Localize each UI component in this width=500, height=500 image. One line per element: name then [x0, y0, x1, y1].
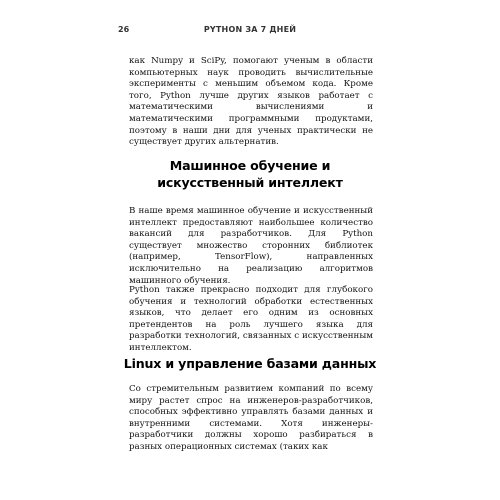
section-heading-linux-databases: Linux и управление базами данных — [123, 356, 377, 371]
body-paragraph: В наше время машинное обучение и искусственный интеллект предоставляют наибольшее количество вакансий для разработчиков. Для Python существует множество сторонних библиотек (например, TensorFlow), направленных исключительно на реализацию алгоритмов машинного обучения. — [129, 206, 373, 286]
running-title: PYTHON ЗА 7 ДНЕЙ — [203, 25, 297, 34]
body-paragraph: как Numpy и SciPy, помогают ученым в области компьютерных наук проводить вычислительные эксперименты с меньшим объемом кода. Кроме того, Python лучше других языков работает с математическими вычислениями и математическими программными продуктами, поэтому в наши дни для ученых практически не существует других альтернатив. — [129, 56, 373, 148]
page-number: 26 — [118, 25, 130, 34]
body-paragraph: Python также прекрасно подходит для глубокого обучения и технологий обработки естественных языков, что делает его одним из основных претендентов на роль лучшего языка для разработки технологий, связанных с искусственным интеллектом. — [129, 285, 373, 353]
body-paragraph: Со стремительным развитием компаний по всему миру растет спрос на инженеров-разработчиков, способных эффективно управлять базами данных и внутренними системами. Хотя инженеры-разработчики должны хорошо разбираться в разных операционных системах (таких как — [129, 384, 373, 452]
section-heading-ml-ai: Машинное обучение и искусственный интеллект — [157, 158, 343, 190]
page-header — [118, 25, 382, 39]
